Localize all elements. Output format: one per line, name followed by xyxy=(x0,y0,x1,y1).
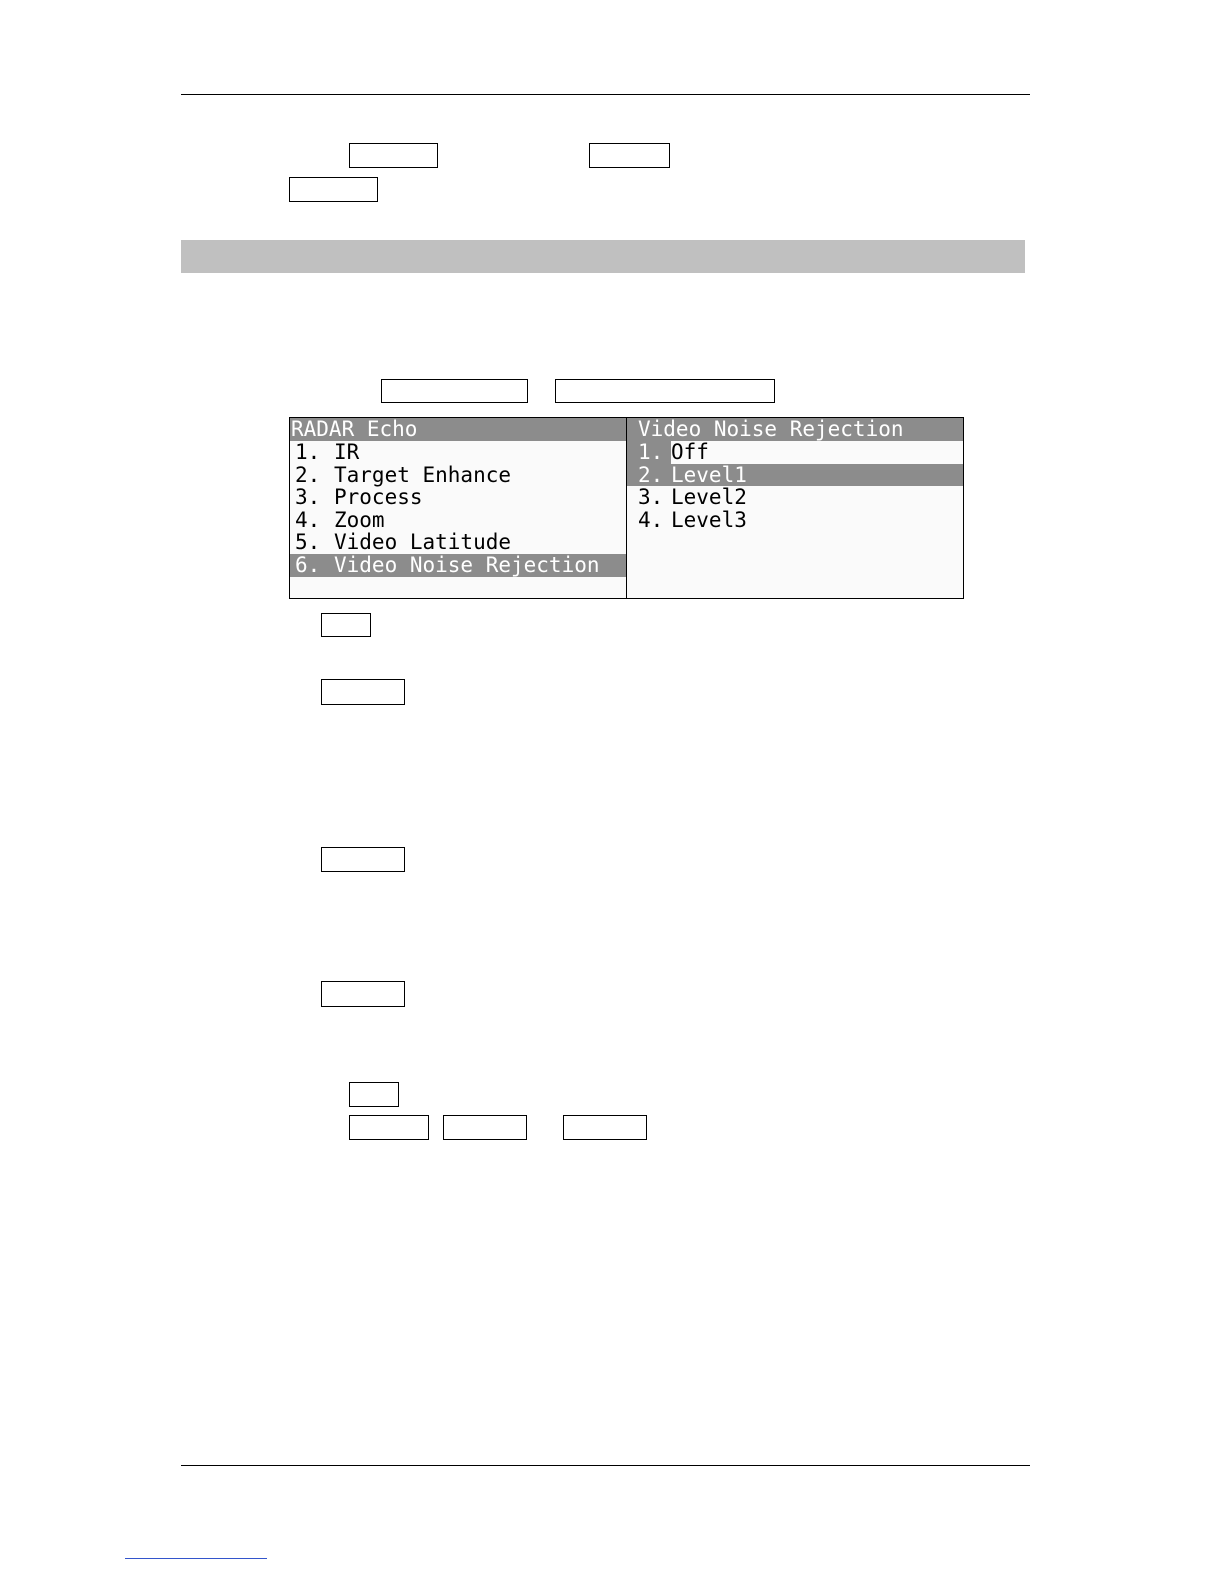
option-number: 2. xyxy=(638,462,664,487)
radar-echo-panel xyxy=(290,418,627,598)
section-heading-bar xyxy=(181,240,1025,273)
item-label: Video Noise Rejection xyxy=(334,552,600,577)
video-noise-rejection-panel xyxy=(627,418,963,598)
key-box xyxy=(589,143,670,168)
key-box xyxy=(321,847,405,872)
option-label: Level1 xyxy=(671,462,747,487)
item-number: 6. xyxy=(295,552,321,577)
footer-link[interactable] xyxy=(125,1558,267,1559)
option-level3[interactable] xyxy=(627,509,963,532)
option-level2[interactable] xyxy=(627,486,963,509)
option-number: 3. xyxy=(638,485,664,510)
key-box xyxy=(349,1115,429,1140)
header-rule xyxy=(181,94,1030,95)
key-box xyxy=(289,177,378,202)
option-off[interactable] xyxy=(627,441,963,464)
menu-item-process[interactable] xyxy=(290,486,626,509)
option-number: 1. xyxy=(627,441,671,464)
item-label: IR xyxy=(334,440,360,464)
item-label: Video Latitude xyxy=(334,530,512,555)
item-number: 1. xyxy=(295,440,321,464)
menu-path-box xyxy=(381,379,528,403)
key-box xyxy=(321,981,405,1007)
menu-path-box xyxy=(555,379,775,403)
key-box xyxy=(349,143,438,168)
item-number: 3. xyxy=(295,485,321,510)
key-box xyxy=(563,1115,647,1140)
item-label: Zoom xyxy=(334,507,385,532)
menu-item-video-latitude[interactable] xyxy=(290,531,626,554)
menu-item-zoom[interactable] xyxy=(290,509,626,532)
menu-item-target-enhance[interactable] xyxy=(290,464,626,487)
key-box xyxy=(321,679,405,705)
key-box xyxy=(443,1115,527,1140)
item-number: 5. xyxy=(295,530,321,555)
footer-rule xyxy=(181,1465,1030,1466)
item-number: 4. xyxy=(295,507,321,532)
option-label: Off xyxy=(671,440,709,464)
menu-item-video-noise-rejection[interactable] xyxy=(290,554,626,577)
item-number: 2. xyxy=(295,462,321,487)
panel-title: RADAR Echo xyxy=(290,418,626,441)
radar-echo-menu xyxy=(289,417,964,599)
option-level1[interactable] xyxy=(627,464,963,487)
option-label: Level2 xyxy=(671,485,747,510)
item-label: Target Enhance xyxy=(334,462,512,487)
option-number: 4. xyxy=(638,507,664,532)
item-label: Process xyxy=(334,485,423,510)
option-label: Level3 xyxy=(671,507,747,532)
menu-item-ir[interactable] xyxy=(290,441,626,464)
key-box xyxy=(349,1082,399,1107)
key-box xyxy=(321,613,371,637)
panel-title: Video Noise Rejection xyxy=(627,418,963,441)
